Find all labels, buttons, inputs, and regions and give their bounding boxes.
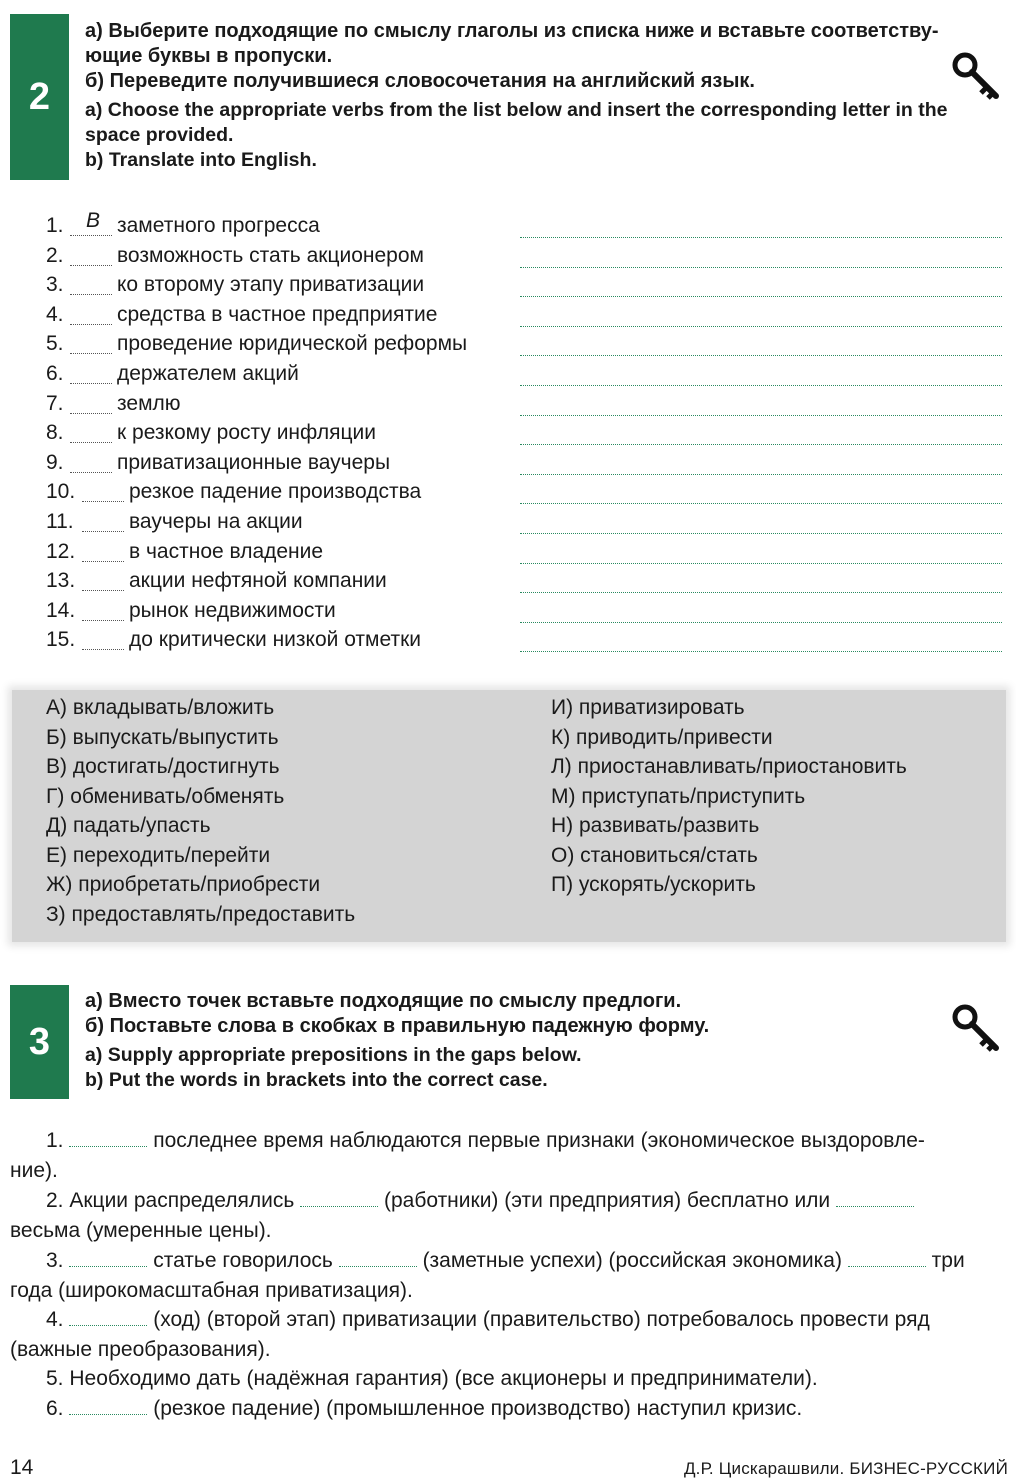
sentence-number: 4.	[46, 1308, 64, 1331]
answer-blank[interactable]	[70, 472, 112, 473]
verb-option: Е) переходить/перейти	[46, 843, 271, 867]
item-text: проведение юридической реформы	[117, 332, 468, 356]
item-text: приватизационные ваучеры	[117, 450, 391, 474]
instruction-ru-b: б) Переведите получившиеся словосочетания на английский язык.	[85, 70, 755, 92]
translation-line[interactable]	[520, 355, 1002, 356]
translation-line[interactable]	[520, 474, 1002, 475]
sentence-text: весьма (умеренные цены).	[10, 1219, 272, 1242]
sentence-text: 5. Необходимо дать (надёжная гарантия) (все акционеры и предприниматели).	[46, 1367, 818, 1390]
verb-option: Д) падать/упасть	[46, 814, 211, 837]
answer-blank[interactable]	[82, 531, 124, 532]
key-icon[interactable]	[950, 1002, 1002, 1054]
exercise-item	[0, 392, 1016, 422]
verb-list-right	[551, 693, 907, 900]
sentence-4	[10, 1305, 1008, 1365]
sentence-text: (ход) (второй этап) приватизации (правительство) потребовалось провести ряд	[153, 1308, 930, 1331]
translation-line[interactable]	[520, 444, 1002, 445]
translation-line[interactable]	[520, 563, 1002, 564]
exercise-item	[0, 569, 1016, 599]
instruction-en-b: b) Translate into English.	[85, 149, 317, 171]
item-text: заметного прогресса	[117, 214, 320, 237]
answer-gap[interactable]	[69, 1398, 147, 1415]
answer-gap[interactable]	[69, 1250, 147, 1267]
item-text: к резкому росту инфляции	[117, 421, 376, 445]
item-number: 12.	[46, 539, 76, 563]
answer-gap[interactable]	[836, 1190, 914, 1207]
item-number: 13.	[46, 569, 76, 593]
exercise-item	[0, 480, 1016, 510]
exercise-2-instructions	[85, 19, 1005, 173]
translation-line[interactable]	[520, 651, 1002, 652]
item-number: 9.	[46, 450, 64, 474]
sentence-text: (важные преобразования).	[10, 1338, 271, 1361]
sentence-text: (работники) (эти предприятия) бесплатно или	[383, 1189, 831, 1212]
verb-option: К) приводить/привести	[551, 725, 773, 749]
verb-option: Б) выпускать/выпустить	[46, 725, 279, 749]
item-text: возможность стать акционером	[117, 243, 424, 267]
answer-blank[interactable]	[82, 620, 124, 621]
exercise-item	[0, 332, 1016, 362]
sentence-3	[10, 1246, 1008, 1306]
translation-line[interactable]	[520, 622, 1002, 623]
item-number: 8.	[46, 421, 64, 445]
item-number: 7.	[46, 391, 64, 415]
exercise-number: 3	[28, 1020, 51, 1063]
exercise-item	[0, 510, 1016, 540]
answer-gap[interactable]	[848, 1250, 926, 1267]
exercise-item	[0, 303, 1016, 333]
translation-line[interactable]	[520, 533, 1002, 534]
exercise-item	[0, 209, 1016, 244]
exercise-item	[0, 362, 1016, 392]
item-number: 5.	[46, 332, 64, 356]
exercise-item	[0, 244, 1016, 274]
item-text: рынок недвижимости	[129, 598, 336, 622]
item-number: 11.	[46, 510, 74, 533]
item-number: 1.	[46, 214, 64, 237]
item-number: 6.	[46, 362, 64, 385]
item-text: ваучеры на акции	[129, 510, 303, 533]
instruction-ru-a-cont: ющие буквы в пропуски.	[85, 45, 333, 67]
item-number: 10.	[46, 480, 76, 504]
item-text: ко второму этапу приватизации	[117, 273, 425, 297]
sentence-1	[10, 1126, 1008, 1186]
sentence-text: года (широкомасштабная приватизация).	[10, 1279, 413, 1302]
sentence-2	[10, 1186, 1008, 1246]
instruction-en-a-cont: space provided.	[85, 124, 234, 146]
sentence-text: ние).	[10, 1159, 58, 1182]
translation-line[interactable]	[520, 415, 1002, 416]
verb-option: П) ускорять/ускорить	[551, 873, 756, 896]
key-icon[interactable]	[950, 50, 1002, 102]
answer-gap[interactable]	[69, 1130, 147, 1147]
answer-blank[interactable]	[70, 442, 112, 443]
sentence-text: последнее время наблюдаются первые признаки (экономическое выздоровле-	[153, 1129, 925, 1152]
translation-line[interactable]	[520, 237, 1002, 238]
answer-blank[interactable]	[70, 294, 112, 295]
exercise-3-badge	[10, 985, 69, 1099]
answer-gap[interactable]	[339, 1250, 417, 1267]
verb-option: И) приватизировать	[551, 696, 745, 719]
instruction-ru-a: а) Выберите подходящие по смыслу глаголы из списка ниже и вставьте соответству-	[85, 20, 939, 42]
translation-line[interactable]	[520, 326, 1002, 327]
exercise-number: 2	[28, 75, 51, 118]
page-number: 14	[10, 1456, 34, 1479]
answer-blank[interactable]	[70, 265, 112, 266]
item-text: землю	[117, 391, 181, 415]
sentence-text: (резкое падение) (промышленное производство) наступил кризис.	[153, 1397, 803, 1420]
item-number: 4.	[46, 302, 64, 326]
exercise-item	[0, 628, 1016, 658]
answer-blank[interactable]	[82, 561, 124, 562]
sentence-number: 1.	[46, 1129, 64, 1152]
translation-line[interactable]	[520, 592, 1002, 593]
item-text: до критически низкой отметки	[129, 628, 422, 652]
item-number: 14.	[46, 598, 76, 622]
verb-option: Н) развивать/развить	[551, 814, 760, 837]
item-text: акции нефтяной компании	[129, 569, 387, 593]
sentence-text: 2. Акции распределялись	[46, 1189, 295, 1212]
verb-list-box	[12, 690, 1006, 942]
sentence-text: статье говорилось	[153, 1249, 333, 1272]
answer-blank[interactable]	[82, 649, 124, 650]
answer-gap[interactable]	[69, 1309, 147, 1326]
verb-option: Л) приостанавливать/приостановить	[551, 755, 907, 778]
instruction-en-b: b) Put the words in brackets into the correct case.	[85, 1069, 548, 1091]
answer-blank[interactable]	[70, 353, 112, 354]
sentence-text: (заметные успехи) (российская экономика)	[422, 1249, 842, 1272]
answer-blank[interactable]	[70, 383, 112, 384]
verb-option: В) достигать/достигнуть	[46, 755, 280, 778]
instruction-en-a: a) Choose the appropriate verbs from the list below and insert the corresponding letter in the	[85, 99, 948, 121]
exercise-3-instructions	[85, 989, 1005, 1093]
exercise-item	[0, 451, 1016, 481]
translation-line[interactable]	[520, 296, 1002, 297]
exercise-item	[0, 273, 1016, 303]
verb-option: З) предоставлять/предоставить	[46, 902, 356, 926]
instruction-ru-a: а) Вместо точек вставьте подходящие по смыслу предлоги.	[85, 990, 682, 1012]
exercise-2-badge	[10, 14, 69, 180]
sentence-6	[10, 1394, 1008, 1424]
verb-option: М) приступать/приступить	[551, 784, 806, 808]
verb-list-left	[46, 693, 355, 929]
verb-option: Ж) приобретать/приобрести	[46, 873, 321, 896]
verb-option: А) вкладывать/вложить	[46, 696, 275, 719]
instruction-en-a: a) Supply appropriate prepositions in the gaps below.	[85, 1044, 582, 1066]
answer-blank[interactable]	[70, 324, 112, 325]
translation-line[interactable]	[520, 267, 1002, 268]
translation-line[interactable]	[520, 385, 1002, 386]
item-text: средства в частное предприятие	[117, 302, 438, 326]
answer-blank[interactable]	[82, 590, 124, 591]
answer-blank[interactable]	[70, 235, 112, 236]
answer-blank[interactable]	[70, 413, 112, 414]
sentence-5	[10, 1364, 1008, 1394]
sentence-text: три	[931, 1249, 965, 1272]
item-number: 3.	[46, 273, 64, 297]
item-text: резкое падение производства	[129, 480, 422, 504]
answer-gap[interactable]	[300, 1190, 378, 1207]
answer-letter: В	[86, 209, 101, 232]
verb-option: О) становиться/стать	[551, 843, 758, 867]
translation-line[interactable]	[520, 503, 1002, 504]
item-text: держателем акций	[117, 362, 299, 385]
sentence-number: 6.	[46, 1397, 64, 1420]
book-title: Д.Р. Цискарашвили. БИЗНЕС-РУССКИЙ	[683, 1459, 1008, 1478]
answer-blank[interactable]	[82, 501, 124, 502]
item-number: 2.	[46, 243, 64, 267]
exercise-item	[0, 421, 1016, 451]
instruction-ru-b: б) Поставьте слова в скобках в правильную падежную форму.	[85, 1015, 710, 1037]
exercise-item	[0, 599, 1016, 629]
exercise-item	[0, 540, 1016, 570]
sentence-number: 3.	[46, 1249, 64, 1272]
verb-option: Г) обменивать/обменять	[46, 784, 285, 808]
item-number: 15.	[46, 628, 76, 652]
item-text: в частное владение	[129, 539, 324, 563]
